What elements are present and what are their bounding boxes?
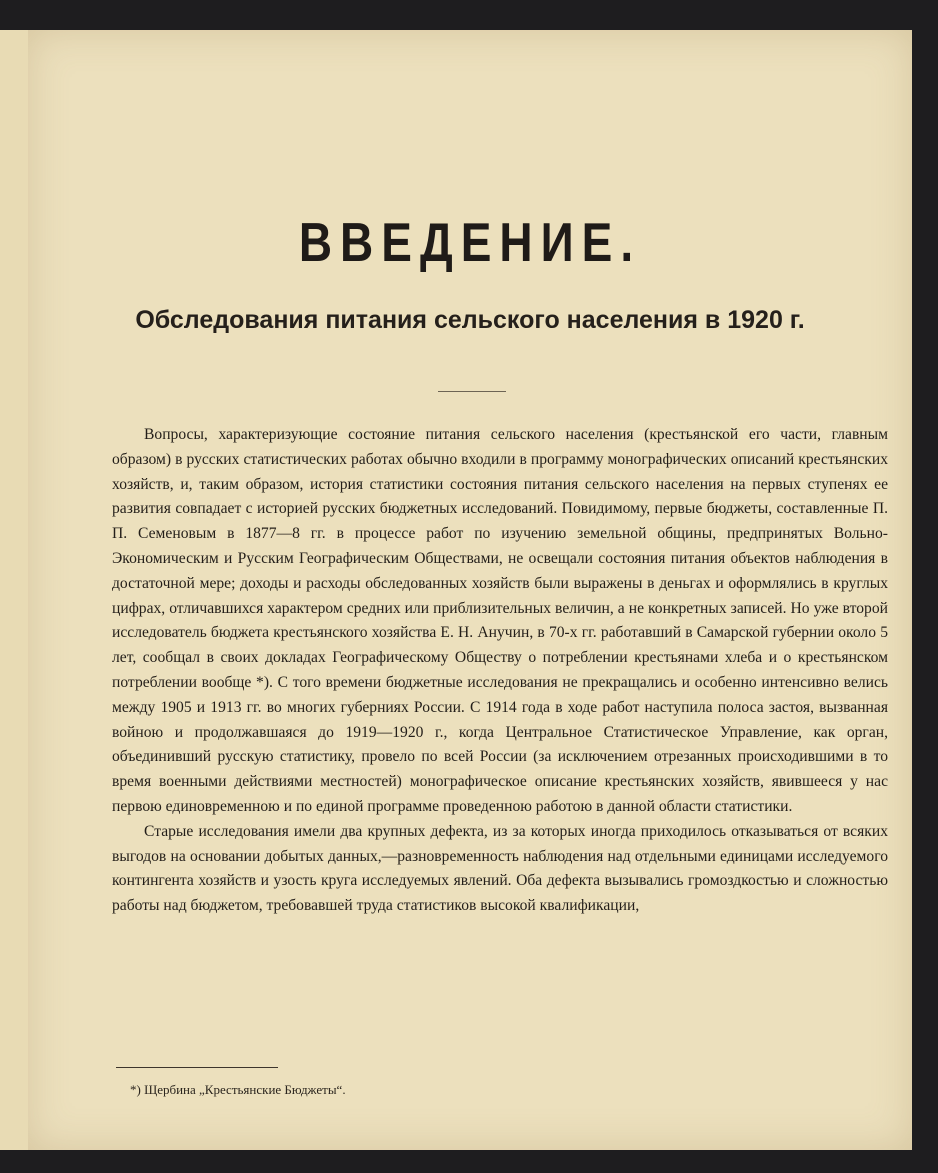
paragraph-1: Вопросы, характеризующие состояние питания сельского населения (крестьянской его части, главным образом) в русских статистических работах обычно входили в программу монографических описаний крестьянских хозяйств, и, таким образом, история статистики состояния питания сельского населения на первых ступенях ее развития совпадает с историей русских бюджетных исследований. Повидимому, первые бюджеты, составленные П. П. Семеновым в 1877—8 гг. в процессе работ по изучению земельной общины, предпринятых Вольно-Экономическим и Русским Географическим Обществами, не освещали состояния питания объектов наблюдения в достаточной мере; доходы и расходы обследованных хозяйств были выражены в деньгах и оформлялись в круглых цифрах, отличавшихся характером средних или приблизительных величин, а не конкретных записей. Но уже второй исследователь бюджета крестьянского хозяйства Е. Н. Анучин, в 70-х гг. работавший в Самарской губернии около 5 лет, сообщал в своих докладах Географическому Обществу о потреблении крестьянами хлеба и о крестьянском потреблении вообще *). С того времени бюджетные исследования не прекращались и особенно интенсивно велись между 1905 и 1913 гг. во многих губерниях России. С 1914 года в ходе работ наступила полоса застоя, вызванная войною и продолжавшаяся до 1919—1920 г., когда Центральное Статистическое Управление, как орган, объединивший русскую статистику, провело по всей России (за исключением отрезанных происходившими в то время военными действиями местностей) монографическое описание крестьянских хозяйств, явившееся у нас первою единовременною и по единой программе проведенною работою в данной области статистики. [112,426,888,815]
previous-page-edge [0,30,31,1150]
paragraph-2: Старые исследования имели два крупных дефекта, из за которых иногда приходилось отказываться от всяких выгодов на основании добытых данных,—разновременность наблюдения над отдельными единицами исследуемого контингента хозяйств и узость круга исследуемых явлений. Оба дефекта вызывались громоздкостью и сложностью работы над бюджетом, требовавшей труда статистиков высокой квалификации, [112,822,888,915]
footnote: *) Щербина „Крестьянские Бюджеты“. [130,1082,346,1097]
document-page [28,30,912,1150]
body-text [112,423,888,919]
page-subtitle: Обследования питания сельского населения в 1920 г. [135,306,805,334]
page-title: ВВЕДЕНИЕ. [298,211,642,273]
title-divider [438,391,506,392]
footnote-rule [116,1067,278,1068]
